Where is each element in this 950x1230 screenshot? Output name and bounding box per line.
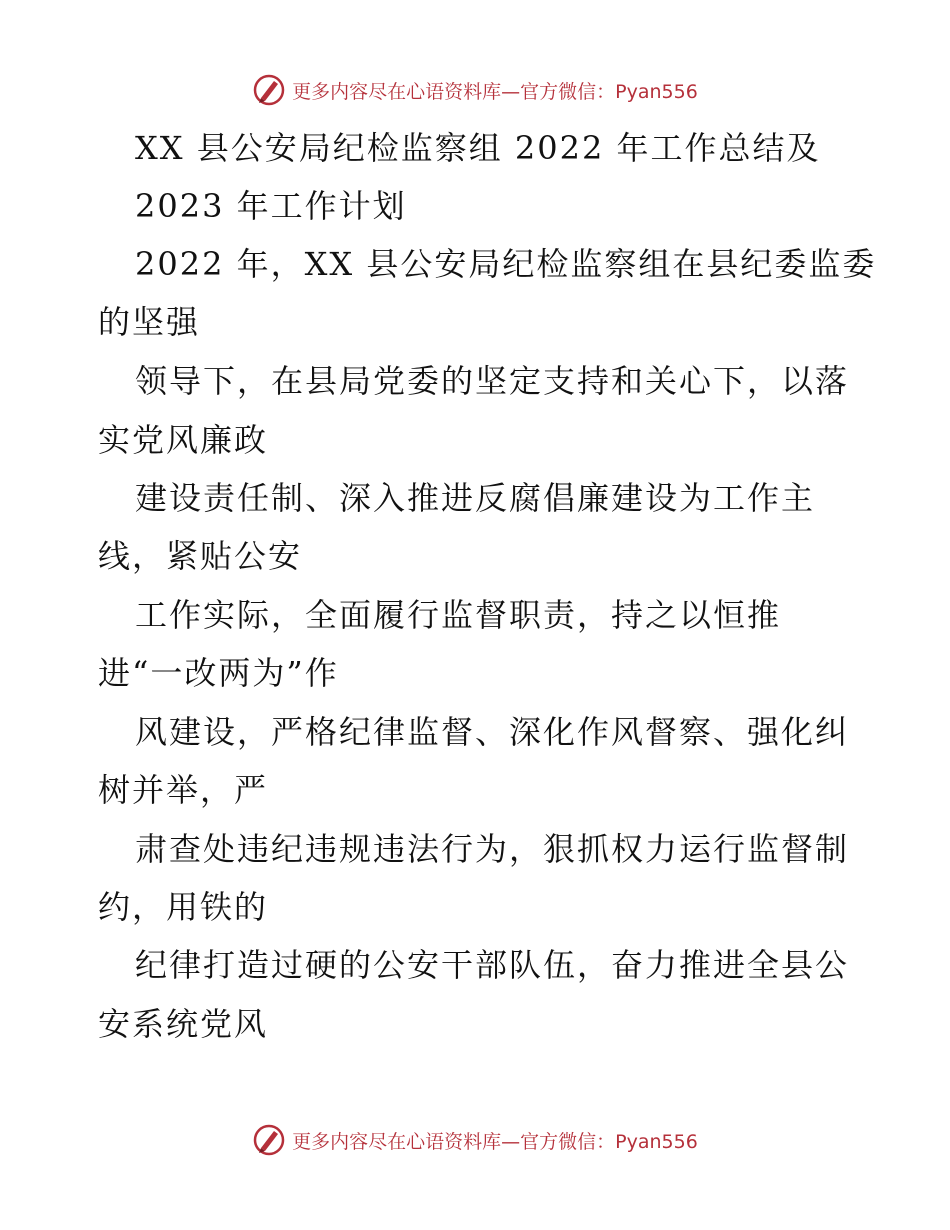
- paragraph-line: 风建设，严格纪律监督、深化作风督察、强化纠: [135, 713, 850, 751]
- paragraph-line: 建设责任制、深入推进反腐倡廉建设为工作主: [135, 479, 816, 517]
- footer-banner-text: 更多内容尽在心语资料库—官方微信：Pyan556: [292, 1130, 698, 1153]
- paragraph-line: 纪律打造过硬的公安干部队伍，奋力推进全县公: [135, 946, 850, 984]
- paragraph-line: 的坚强: [98, 303, 201, 341]
- paragraph-line: 2022 年，XX 县公安局纪检监察组在县纪委监委: [135, 245, 877, 283]
- footer-banner: [0, 1118, 950, 1162]
- paragraph-line: 实党风廉政: [98, 421, 269, 459]
- paragraph-line: 领导下，在县局党委的坚定支持和关心下，以落: [135, 362, 850, 400]
- paragraph-line: 树并举，严: [98, 771, 269, 809]
- document-title-line-1: XX 县公安局纪检监察组 2022 年工作总结及: [135, 129, 821, 167]
- header-banner-text: 更多内容尽在心语资料库—官方微信：Pyan556: [292, 80, 698, 103]
- paragraph-line: 肃查处违纪违规违法行为，狠抓权力运行监督制: [135, 830, 850, 868]
- paragraph-line: 约，用铁的: [98, 888, 269, 926]
- pen-seal-icon: [252, 1123, 286, 1157]
- paragraph-line: 安系统党风: [98, 1005, 269, 1043]
- paragraph-line: 工作实际，全面履行监督职责，持之以恒推: [135, 596, 782, 634]
- paragraph-line: 线，紧贴公安: [98, 537, 303, 575]
- paragraph-line: 进“一改两为”作: [98, 654, 339, 692]
- document-title-line-2: 2023 年工作计划: [135, 187, 407, 225]
